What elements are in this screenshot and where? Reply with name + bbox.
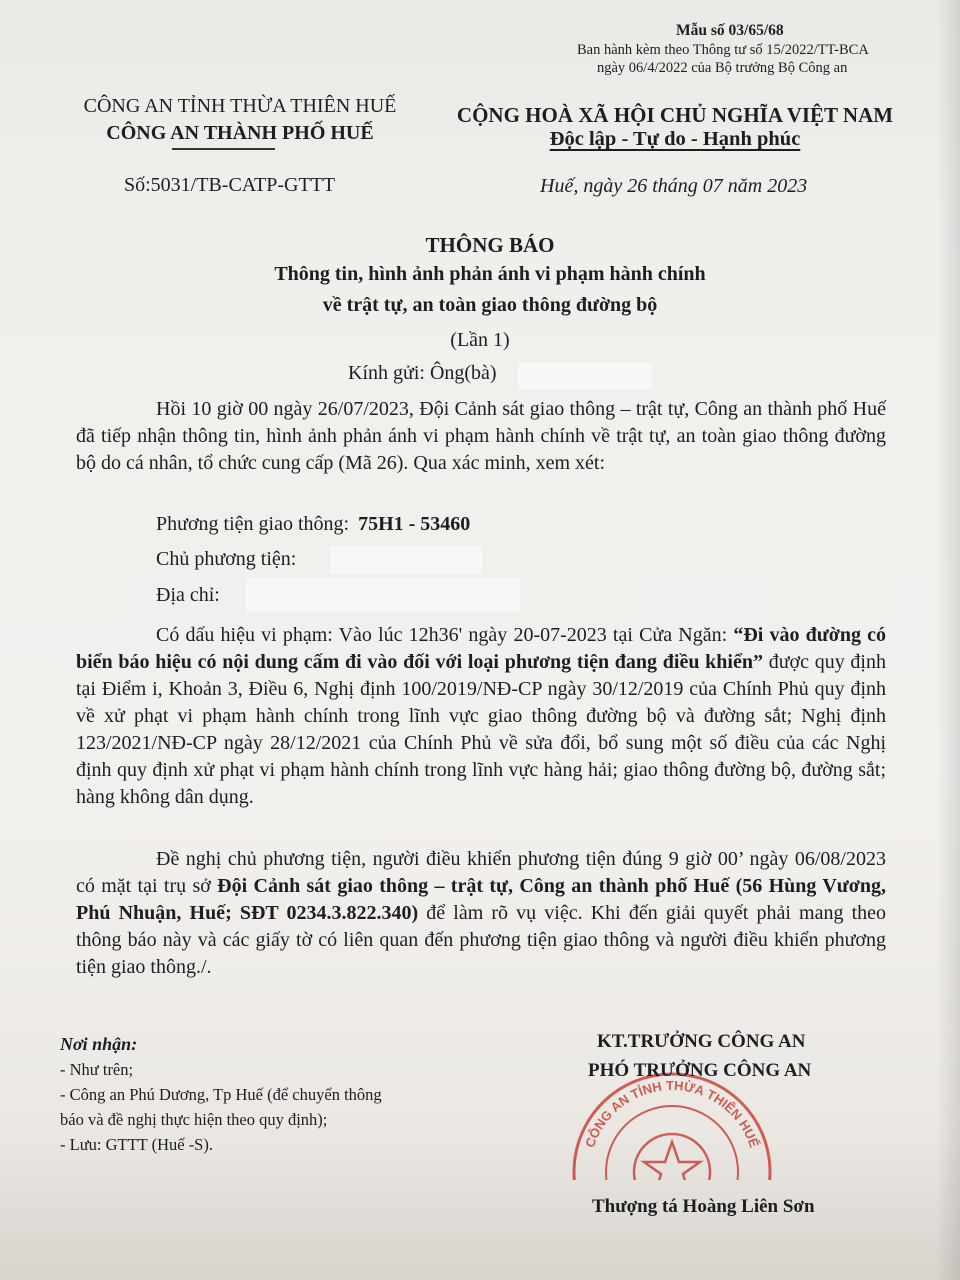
recipients-block — [60, 1032, 520, 1157]
address-label: Địa chỉ: — [156, 584, 220, 606]
motto-text: Độc lập - Tự do - Hạnh phúc — [549, 128, 801, 150]
violation-rest: được quy định tại Điểm i, Khoản 3, Điều 6, Nghị định 100/2019/NĐ-CP ngày 30/12/2019 của Chính Phủ quy định về xử phạt vi phạm hành chính trong lĩnh vực giao thông đường bộ và đường sắt; Nghị định 123/2021/NĐ-CP ngày 28/12/2021 của Chính Phủ về sửa đổi, bổ sung một số điều của các Nghị định quy định xử phạt vi phạm hành chính trong lĩnh vực hàng hải; giao thông đường bộ, đường sắt; hàng không dân dụng. — [76, 651, 886, 808]
request-intro: Đề nghị chủ phương tiện, người điều khiển phương tiện đúng 9 giờ 00’ ngày 06/08/2023 có mặt tại trụ sở — [76, 848, 886, 897]
violation-intro: Có dấu hiệu vi phạm: Vào lúc 12h36' ngày 20-07-2023 tại Cửa Ngăn: — [156, 624, 728, 646]
form-issued-line2: ngày 06/4/2022 của Bộ trưởng Bộ Công an — [597, 60, 848, 76]
recipient-item: - Như trên; — [60, 1060, 134, 1079]
sign-line2: PHÓ TRƯỞNG CÔNG AN — [588, 1060, 812, 1081]
address-row — [156, 584, 220, 607]
agency-name — [40, 122, 440, 145]
owner-row — [156, 548, 296, 571]
subject-line2: về trật tự, an toàn giao thông đường bộ — [322, 294, 658, 316]
intro-paragraph — [76, 396, 886, 477]
motto — [440, 128, 910, 151]
recipients-heading: Nơi nhận: — [60, 1034, 138, 1054]
vehicle-plate: 75H1 - 53460 — [358, 513, 471, 535]
nation-title: CỘNG HOÀ XÃ HỘI CHỦ NGHĨA VIỆT NAM — [456, 103, 894, 127]
agency-parent: CÔNG AN TỈNH THỪA THIÊN HUẾ — [83, 95, 397, 117]
recipient-item: - Lưu: GTTT (Huế -S). — [60, 1135, 213, 1154]
vehicle-row — [156, 513, 470, 536]
doc-type: THÔNG BÁO — [425, 233, 555, 257]
addressee-redaction — [518, 363, 652, 389]
violation-quote: “Đi vào đường có biển báo hiệu có nội dung cấm đi vào đối với loại phương tiện đang điều khiển” — [76, 624, 886, 673]
recipient-item: - Công an Phú Dương, Tp Huế (để chuyển thông — [60, 1085, 382, 1104]
request-place: Đội Cảnh sát giao thông – trật tự, Công an thành phố Huế (56 Hùng Vương, Phú Nhuận, Huế; SĐT 0234.3.822.340) — [76, 875, 886, 924]
vehicle-label: Phương tiện giao thông: — [156, 513, 350, 535]
request-rest: để làm rõ vụ việc. Khi đến giải quyết phải mang theo thông báo này và các giấy tờ có liên quan đến phương tiện giao thông và người điều khiển phương tiện giao thông./. — [76, 902, 887, 978]
request-paragraph — [76, 846, 886, 981]
doc-number: Số:5031/TB-CATP-GTTT — [124, 174, 336, 196]
place-date: Huế, ngày 26 tháng 07 năm 2023 — [540, 175, 808, 197]
seal-star-icon — [644, 1142, 700, 1180]
agency-underline — [172, 148, 275, 150]
form-issued-line1: Ban hành kèm theo Thông tư số 15/2022/TT-BCA — [577, 42, 869, 58]
signer-name: Thượng tá Hoàng Liên Sơn — [592, 1196, 815, 1217]
address-redaction — [246, 578, 520, 612]
agency-name-text: CÔNG AN THÀNH PHỐ HUẾ — [106, 122, 374, 144]
owner-redaction — [330, 546, 482, 574]
seal-text: CÔNG AN TỈNH THỪA THIÊN HUẾ — [582, 1077, 762, 1150]
owner-label: Chủ phương tiện: — [156, 548, 297, 570]
subject-line1: Thông tin, hình ảnh phản ánh vi phạm hành chính — [274, 263, 706, 285]
form-code: Mẫu số 03/65/68 — [676, 22, 784, 39]
recipient-item: báo và đề nghị thực hiện theo quy định); — [60, 1110, 328, 1129]
sign-line1: KT.TRƯỞNG CÔNG AN — [597, 1031, 806, 1052]
issue-number: (Lần 1) — [450, 329, 510, 351]
addressee-label: Kính gửi: Ông(bà) — [348, 362, 497, 384]
intro-text: Hồi 10 giờ 00 ngày 26/07/2023, Đội Cảnh sát giao thông – trật tự, Công an thành phố Huế đã tiếp nhận thông tin, hình ảnh phản ánh vi phạm hành chính về trật tự, an toàn giao thông đường bộ do cá nhân, tổ chức cung cấp (Mã 26). Qua xác minh, xem xét: — [76, 398, 886, 474]
violation-paragraph — [76, 622, 886, 811]
